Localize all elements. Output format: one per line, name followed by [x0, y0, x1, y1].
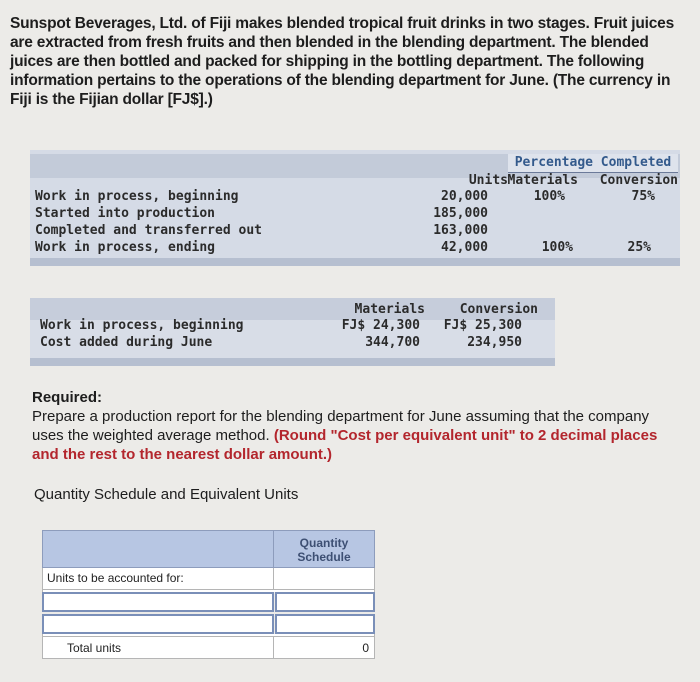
- units-row-label: Work in process, beginning: [35, 189, 239, 204]
- total-units-label: Total units: [42, 636, 274, 659]
- header-blank-cell: [42, 530, 274, 568]
- required-text: Prepare a production report for the blending department for June assuming that the company uses the weighted average method.: [32, 408, 650, 444]
- units-to-account-label: Units to be accounted for:: [42, 568, 274, 590]
- row2-label-input[interactable]: [42, 614, 274, 634]
- units-row-conversion: 75%: [631, 189, 655, 204]
- quantity-schedule-table: [42, 530, 375, 660]
- units-row-materials: 100%: [541, 240, 573, 255]
- problem-intro: Sunspot Beverages, Ltd. of Fiji makes blended tropical fruit drinks in two stages. Fruit juices are extracted from fresh fruits and then blended in the blending department. The blended juices are then bottled and packed for shipping in the bottling department. The following information pertains to the operations of the blending department for June. (The currency in Fiji is the Fijian dollar [FJ$].): [10, 15, 674, 108]
- required-section: [32, 388, 682, 464]
- materials-col-header: Materials: [507, 173, 578, 188]
- units-row-materials: 100%: [533, 189, 565, 204]
- units-table-footer-bar: [30, 258, 680, 266]
- units-row-units: 20,000: [441, 189, 488, 204]
- cost-conversion-header: Conversion: [459, 302, 538, 317]
- cost-table-footer-bar: [30, 358, 555, 366]
- units-to-account-blank: [274, 568, 375, 590]
- units-row-units: 42,000: [441, 240, 488, 255]
- units-row-label: Started into production: [35, 206, 216, 221]
- cost-row-label: Cost added during June: [40, 335, 213, 350]
- row2-value-input[interactable]: [275, 614, 375, 634]
- total-units-value: 0: [274, 636, 375, 659]
- units-row-units: 163,000: [433, 223, 488, 238]
- units-row-label: Completed and transferred out: [35, 223, 262, 238]
- units-row-conversion: 25%: [627, 240, 651, 255]
- row1-label-input[interactable]: [42, 592, 274, 612]
- cost-materials-header: Materials: [354, 302, 425, 317]
- rounding-note: (Round "Cost per equivalent unit" to 2 decimal places and the rest to the nearest dollar amount.): [32, 427, 658, 463]
- percentage-completed-header: Percentage Completed: [508, 154, 678, 173]
- units-table: [30, 150, 680, 266]
- cost-row-conversion: FJ$ 25,300: [443, 318, 522, 333]
- cost-row-conversion: 234,950: [467, 335, 522, 350]
- units-col-header: Units: [468, 173, 508, 188]
- cost-row-materials: 344,700: [365, 335, 420, 350]
- section-title: Quantity Schedule and Equivalent Units: [34, 486, 299, 503]
- cost-row-label: Work in process, beginning: [40, 318, 244, 333]
- cost-row-materials: FJ$ 24,300: [341, 318, 420, 333]
- units-row-label: Work in process, ending: [35, 240, 216, 255]
- cost-table: [30, 298, 555, 366]
- units-row-units: 185,000: [433, 206, 488, 221]
- row1-value-input[interactable]: [275, 592, 375, 612]
- required-heading: Required:: [32, 389, 103, 406]
- conversion-col-header: Conversion: [599, 173, 678, 188]
- quantity-schedule-header: Quantity Schedule: [274, 530, 375, 568]
